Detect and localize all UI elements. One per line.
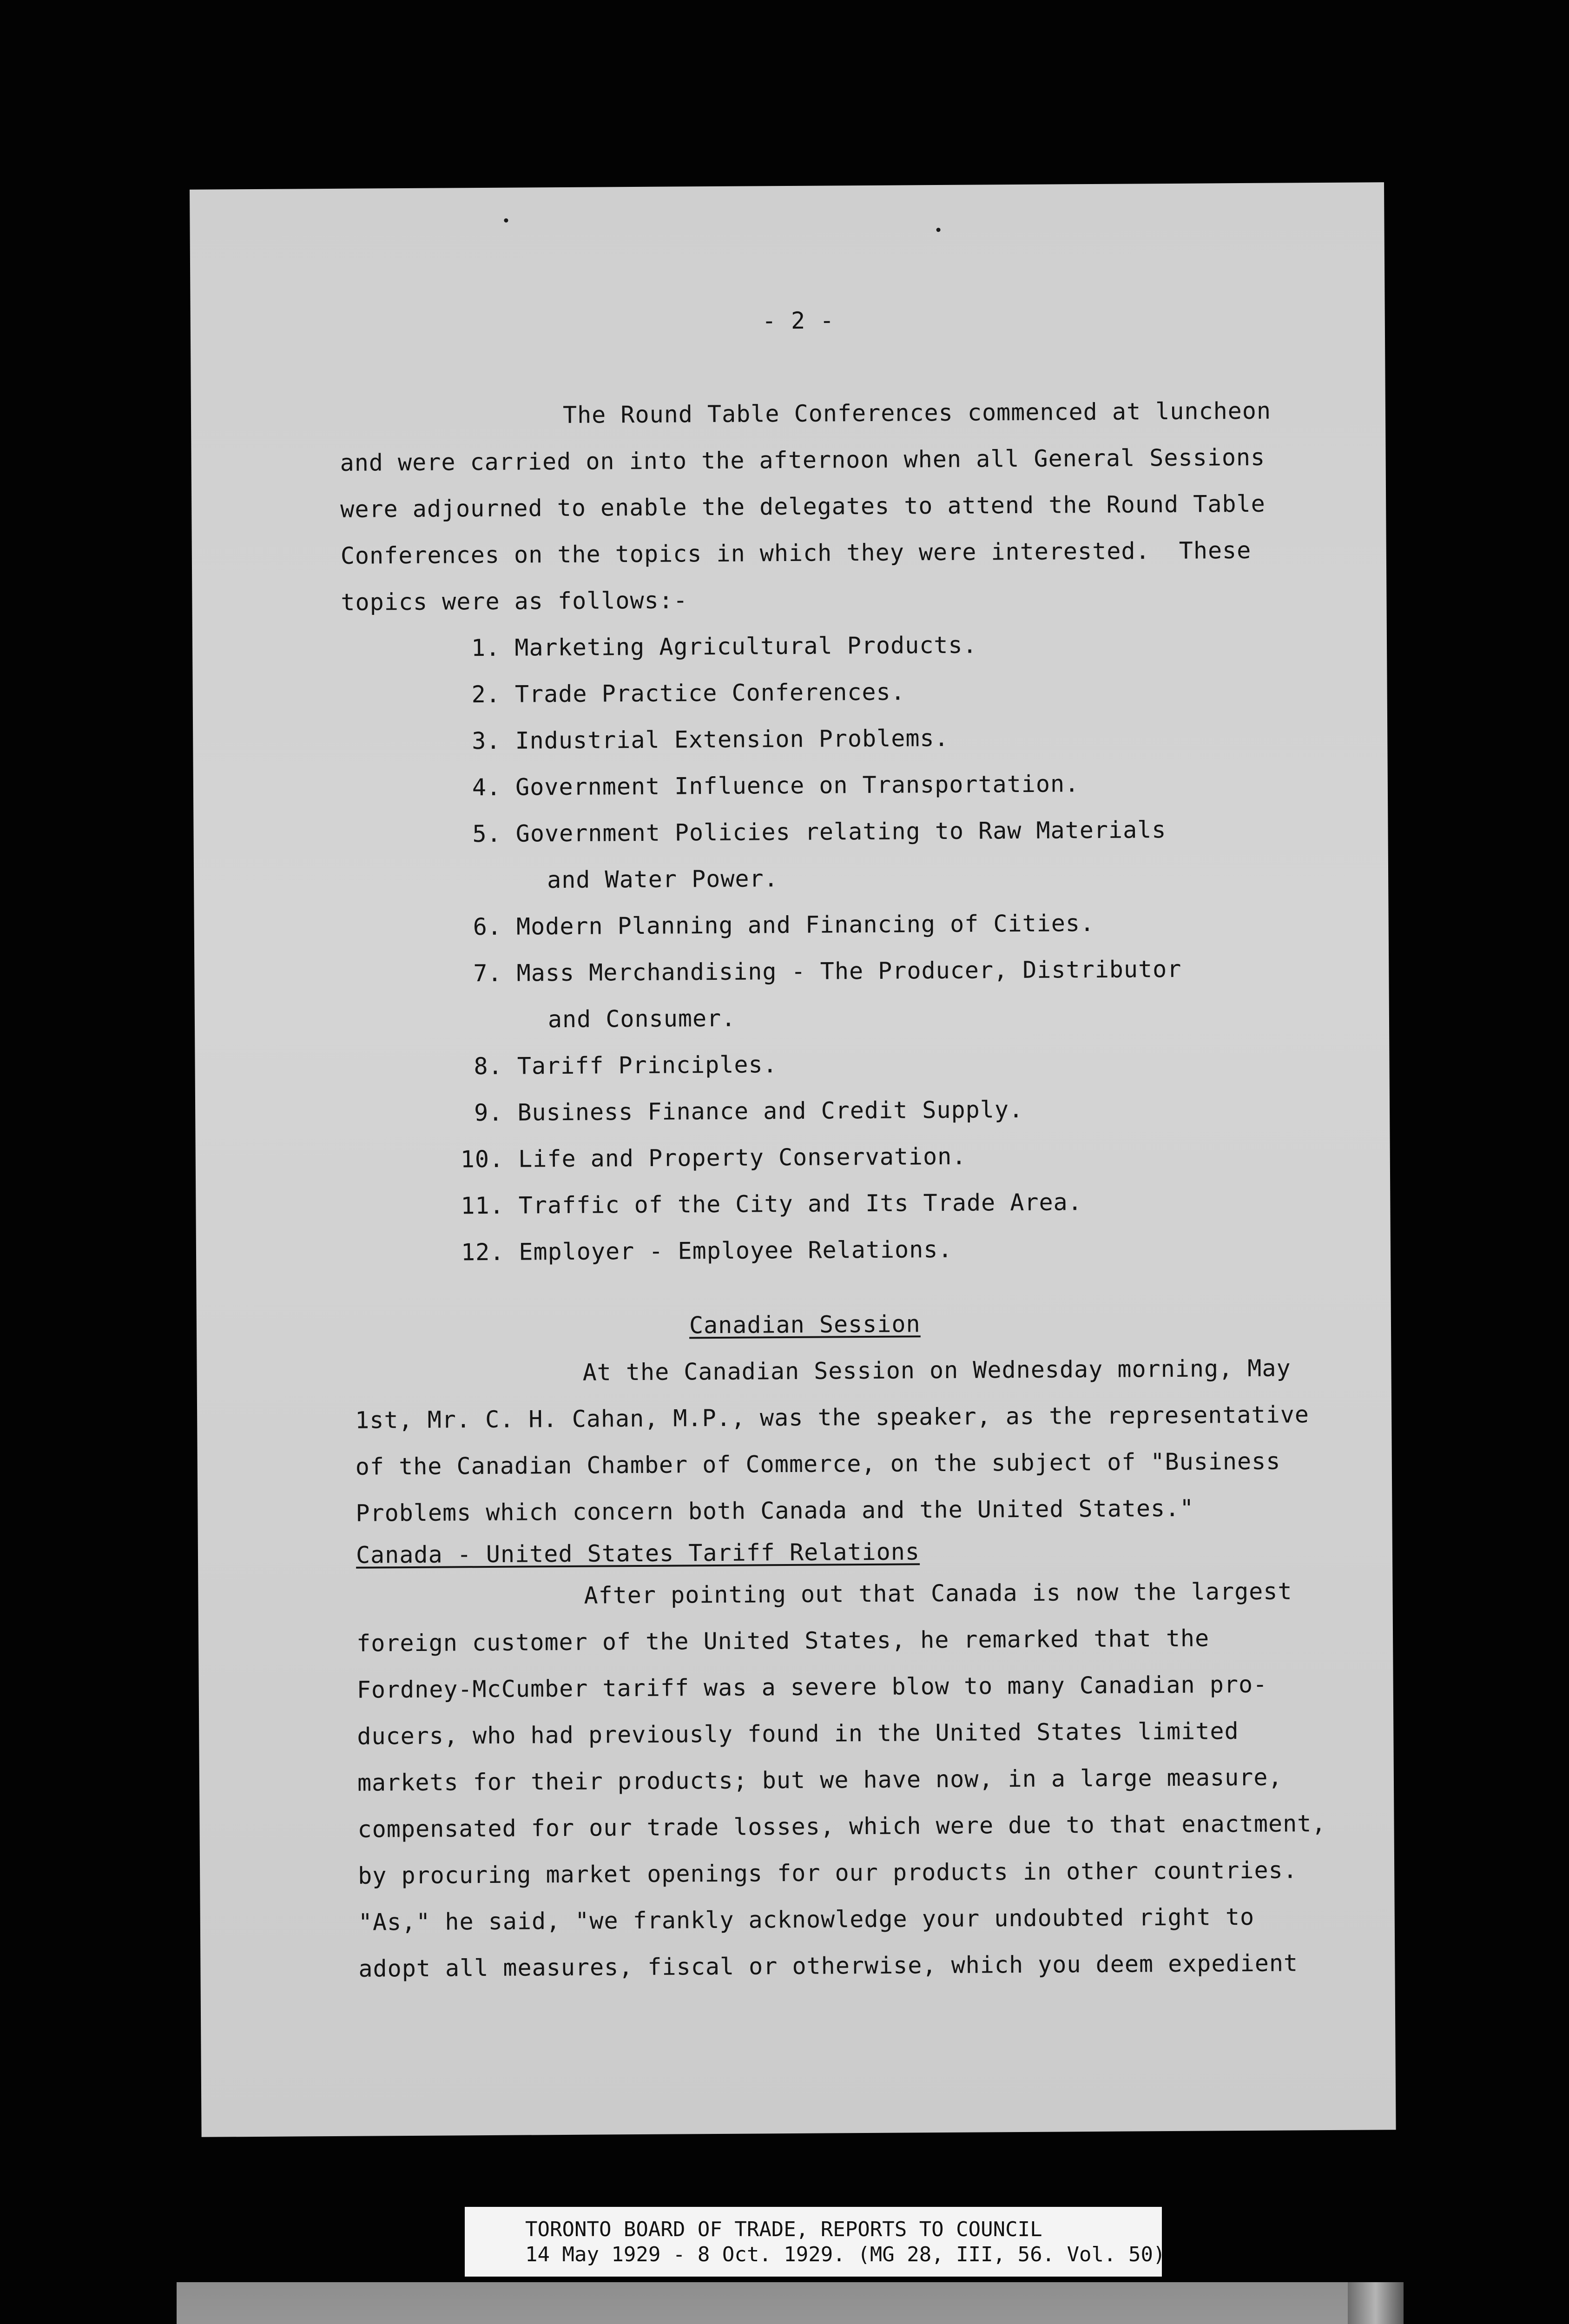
intro-line: topics were as follows:- [341, 587, 688, 616]
tariff-line: After pointing out that Canada is now the largest [584, 1578, 1292, 1609]
topic-item-continuation: and Water Power. [547, 865, 778, 894]
topic-item: 9. Business Finance and Credit Supply. [474, 1096, 1024, 1127]
tariff-line: foreign customer of the United States, he remarked that the [356, 1624, 1210, 1657]
page-number: - 2 - [762, 307, 835, 335]
session-line: Problems which concern both Canada and the United States." [356, 1494, 1194, 1527]
session-line: At the Canadian Session on Wednesday morning, May [582, 1354, 1291, 1386]
topic-item: 7. Mass Merchandising - The Producer, Distributor [473, 955, 1182, 987]
label-reference: 14 May 1929 - 8 Oct. 1929. (MG 28, III, 56. Vol. 50) [525, 2243, 1166, 2266]
catalogue-label [465, 2207, 1166, 2277]
topic-item: 8. Tariff Principles. [474, 1051, 778, 1080]
tariff-line: Fordney-McCumber tariff was a severe blow to many Canadian pro- [356, 1670, 1268, 1703]
tariff-line: markets for their products; but we have now, in a large measure, [357, 1763, 1283, 1796]
archive-banner [177, 2282, 1404, 2324]
topic-item: 5. Government Policies relating to Raw Materials [472, 816, 1167, 848]
topic-item: 1. Marketing Agricultural Products. [471, 631, 977, 662]
intro-line: and were carried on into the afternoon when all General Sessions [340, 443, 1266, 476]
tariff-line: adopt all measures, fiscal or otherwise, which you deem expedient [358, 1949, 1299, 1982]
section-heading: Canadian Session [689, 1310, 921, 1339]
label-title: TORONTO BOARD OF TRADE, REPORTS TO COUNCIL [525, 2218, 1042, 2241]
banner-curled-edge [1348, 2282, 1404, 2324]
intro-line: were adjourned to enable the delegates to attend the Round Table [340, 490, 1266, 523]
topic-item: 3. Industrial Extension Problems. [472, 724, 949, 755]
paper-speck [504, 218, 508, 223]
tariff-line: compensated for our trade losses, which were due to that enactment, [357, 1809, 1326, 1843]
topic-item: 2. Trade Practice Conferences. [471, 678, 905, 708]
subheading: Canada - United States Tariff Relations [356, 1538, 920, 1569]
intro-line: Conferences on the topics in which they were interested. These [340, 536, 1252, 569]
tariff-line: ducers, who had previously found in the United States limited [357, 1717, 1239, 1750]
topic-item-continuation: and Consumer. [547, 1004, 736, 1033]
topic-item: 4. Government Influence on Transportation. [472, 770, 1080, 801]
paper-speck [936, 228, 941, 232]
topic-item: 12. Employer - Employee Relations. [461, 1235, 953, 1266]
session-line: 1st, Mr. C. H. Cahan, M.P., was the speaker, as the representative [355, 1401, 1310, 1434]
typewritten-page [190, 182, 1396, 2137]
intro-line: The Round Table Conferences commenced at luncheon [562, 397, 1272, 429]
topic-item: 10. Life and Property Conservation. [460, 1142, 967, 1173]
tariff-line: by procuring market openings for our products in other countries. [358, 1856, 1298, 1889]
topic-item: 6. Modern Planning and Financing of Cities. [473, 909, 1095, 941]
topic-item: 11. Traffic of the City and Its Trade Area. [461, 1188, 1082, 1220]
tariff-line: "As," he said, "we frankly acknowledge your undoubted right to [358, 1903, 1255, 1936]
session-line: of the Canadian Chamber of Commerce, on the subject of "Business [355, 1447, 1281, 1480]
